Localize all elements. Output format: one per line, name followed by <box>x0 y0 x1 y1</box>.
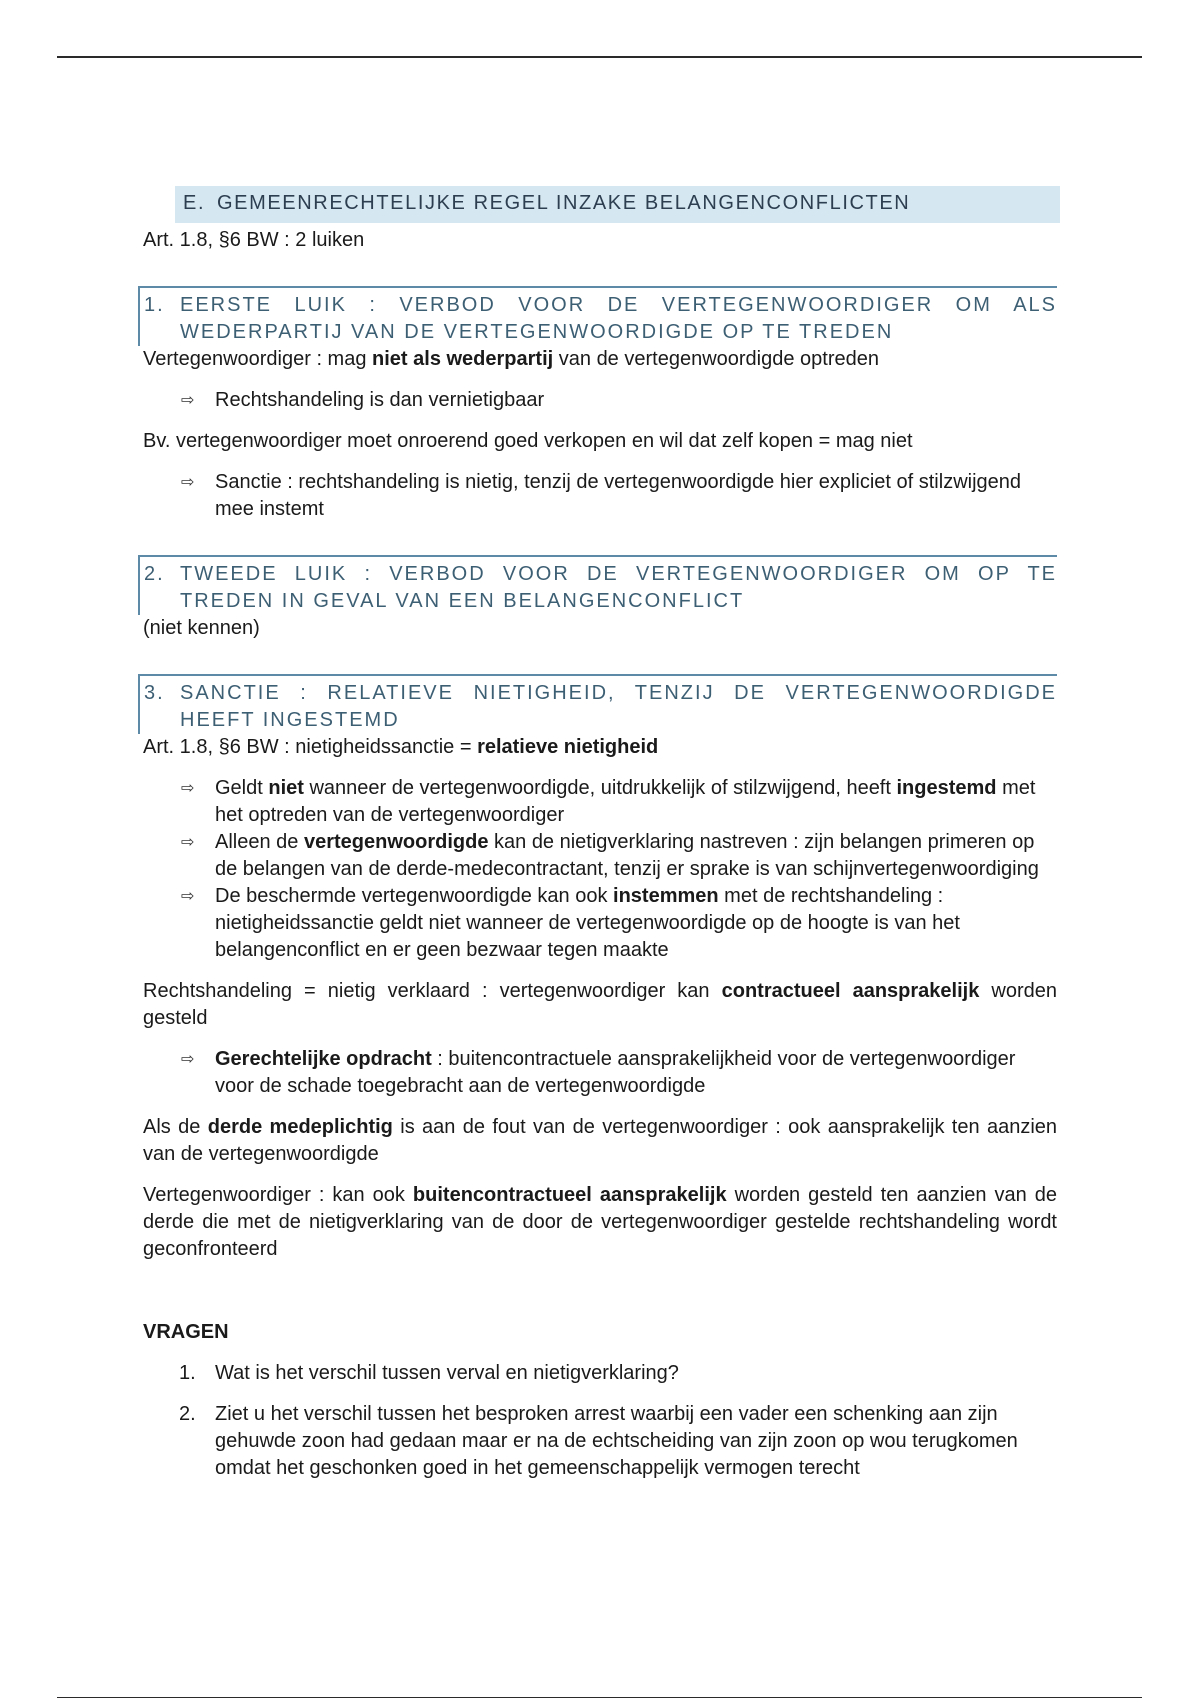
paragraph: (niet kennen) <box>143 617 260 639</box>
list-item: ⇨ Geldt niet wanneer de vertegenwoordigde, uitdrukkelijk of stilzwijgend, heeft ingestemd met het optreden van de vertegenwoordiger <box>181 775 1057 829</box>
subsection-heading-3 <box>138 674 1057 734</box>
questions-heading: VRAGEN <box>143 1321 229 1343</box>
subsection-heading-2 <box>138 555 1057 615</box>
paragraph: Vertegenwoordiger : kan ook buitencontractueel aansprakelijk worden gesteld ten aanzien van de derde die met de nietigverklaring van de door de vertegenwoordiger gestelde rechtshandeling wordt geconfronteerd <box>143 1184 1057 1260</box>
subsection-title: SANCTIE : RELATIEVE NIETIGHEID, TENZIJ DE VERTEGENWOORDIGDE HEEFT INGESTEMD <box>180 682 1057 731</box>
arrow-list <box>143 387 1057 414</box>
list-item: ⇨ Alleen de vertegenwoordigde kan de nietigverklaring nastreven : zijn belangen primeren op de belangen van de derde-medecontractant, tenzij er sprake is van schijnvertegenwoordiging <box>181 829 1057 883</box>
list-item: 1. Wat is het verschil tussen verval en nietigverklaring? <box>179 1362 679 1384</box>
footer-rule <box>57 1697 1142 1698</box>
subsection-heading-1 <box>138 286 1057 346</box>
section-heading <box>175 186 1060 223</box>
header-rule <box>57 56 1142 58</box>
paragraph: Art. 1.8, §6 BW : nietigheidssanctie = relatieve nietigheid <box>143 736 659 758</box>
paragraph: Rechtshandeling = nietig verklaard : vertegenwoordiger kan contractueel aansprakelijk worden gesteld <box>143 980 1057 1029</box>
questions-list <box>143 1360 1057 1482</box>
arrow-list <box>143 775 1057 964</box>
section-number: E. <box>183 192 206 214</box>
arrow-icon: ⇨ <box>181 392 195 409</box>
list-item: ⇨ De beschermde vertegenwoordigde kan ook instemmen met de rechtshandeling : nietigheidssanctie geldt niet wanneer de vertegenwoordigde op de hoogte is van het belangenconflict en er geen bezwaar tegen maakte <box>181 883 1057 964</box>
arrow-icon: ⇨ <box>181 474 195 491</box>
arrow-icon: ⇨ <box>181 1051 195 1068</box>
section-intro: Art. 1.8, §6 BW : 2 luiken <box>143 229 365 251</box>
list-item: 2. Ziet u het verschil tussen het besproken arrest waarbij een vader een schenking aan zijn gehuwde zoon had gedaan maar er na de echtscheiding van zijn zoon op wou terugkomen omdat het geschonken goed in het gemeenschappelijk vermogen terecht <box>179 1403 1018 1479</box>
arrow-list <box>143 469 1057 523</box>
arrow-icon: ⇨ <box>181 780 195 797</box>
list-item: ⇨ Rechtshandeling is dan vernietigbaar <box>181 387 1057 414</box>
arrow-icon: ⇨ <box>181 888 195 905</box>
subsection-number: 1. <box>144 294 165 316</box>
list-item: ⇨ Sanctie : rechtshandeling is nietig, tenzij de vertegenwoordigde hier expliciet of stilzwijgend mee instemt <box>181 469 1057 523</box>
subsection-number: 3. <box>144 682 165 704</box>
page-content <box>143 186 1057 1482</box>
subsection-number: 2. <box>144 563 165 585</box>
arrow-icon: ⇨ <box>181 834 195 851</box>
subsection-title: TWEEDE LUIK : VERBOD VOOR DE VERTEGENWOORDIGER OM OP TE TREDEN IN GEVAL VAN EEN BELANGENCONFLICT <box>180 563 1057 612</box>
list-item: ⇨ Gerechtelijke opdracht : buitencontractuele aansprakelijkheid voor de vertegenwoordiger voor de schade toegebracht aan de vertegenwoordigde <box>181 1046 1057 1100</box>
subsection-title: EERSTE LUIK : VERBOD VOOR DE VERTEGENWOORDIGER OM ALS WEDERPARTIJ VAN DE VERTEGENWOORDIGDE OP TE TREDEN <box>180 294 1057 343</box>
paragraph: Als de derde medeplichtig is aan de fout van de vertegenwoordiger : ook aansprakelijk ten aanzien van de vertegenwoordigde <box>143 1116 1058 1165</box>
paragraph: Bv. vertegenwoordiger moet onroerend goed verkopen en wil dat zelf kopen = mag niet <box>143 430 913 452</box>
section-title: GEMEENRECHTELIJKE REGEL INZAKE BELANGENCONFLICTEN <box>217 192 911 214</box>
paragraph: Vertegenwoordiger : mag niet als wederpartij van de vertegenwoordigde optreden <box>143 348 879 370</box>
arrow-list <box>143 1046 1057 1100</box>
